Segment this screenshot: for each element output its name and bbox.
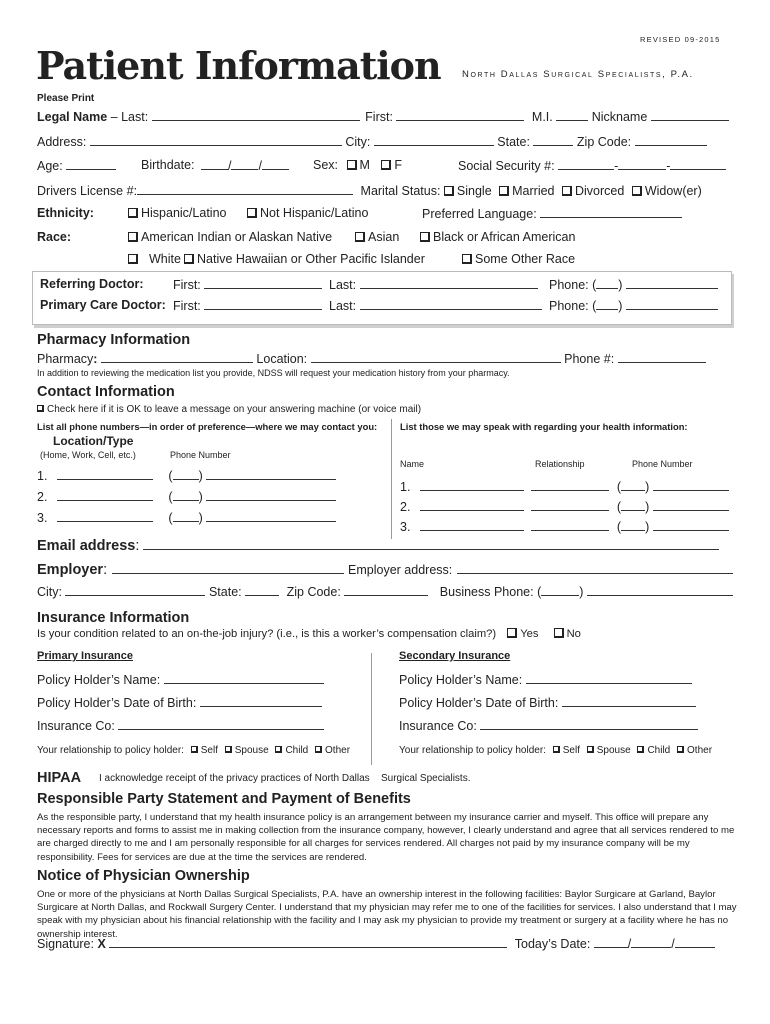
insurance-heading: Insurance Information <box>37 610 190 626</box>
legal-name-label: Legal Name <box>37 110 108 124</box>
phone-3-type-field[interactable] <box>57 510 153 522</box>
last-label: – Last: <box>110 110 149 124</box>
hispanic-label: Hispanic/Latino <box>141 206 227 220</box>
sex-group <box>313 158 402 172</box>
primary-phone-field[interactable]: ( ) <box>592 299 718 313</box>
not-hispanic-checkbox[interactable] <box>247 208 257 218</box>
american-indian-checkbox[interactable] <box>128 232 138 242</box>
person-row-3 <box>400 519 729 534</box>
phone-1-type-field[interactable] <box>57 468 153 480</box>
contact-heading: Contact Information <box>37 384 175 400</box>
primary-insurance-co-field[interactable] <box>118 718 324 730</box>
practice-name: North Dallas Surgical Specialists, P.A. <box>462 69 694 80</box>
phone-number-header: Phone Number <box>170 450 231 460</box>
widow-checkbox[interactable] <box>632 186 642 196</box>
primary-relationship-label: Your relationship to policy holder: <box>37 745 184 756</box>
row-number: 3. <box>37 511 48 525</box>
primary-insurance-header: Primary Insurance <box>37 650 133 662</box>
state-field[interactable] <box>533 134 573 146</box>
ethnicity-row <box>37 206 737 220</box>
employer-city-label: City: <box>37 585 62 599</box>
primary-holder-dob-label: Policy Holder’s Date of Birth: <box>37 696 197 710</box>
phone-row-1 <box>37 468 336 483</box>
race-row-2 <box>128 252 728 266</box>
injury-yes-label: Yes <box>520 628 539 640</box>
secondary-spouse-label: Spouse <box>596 745 631 756</box>
referring-phone-label: Phone: <box>549 278 589 292</box>
race-label: Race: <box>37 230 72 244</box>
row-number: 2. <box>37 490 48 504</box>
please-print: Please Print <box>37 93 95 104</box>
hispanic-checkbox[interactable] <box>128 208 138 218</box>
secondary-insurance-co-row <box>399 718 698 733</box>
todays-date-label: Today’s Date: <box>514 937 591 951</box>
marital-status-label: Marital Status: <box>360 184 441 198</box>
divorced-label: Divorced <box>575 184 625 198</box>
age-label: Age: <box>37 159 63 173</box>
row-number: 1. <box>400 480 411 494</box>
birthdate-field[interactable]: / / <box>201 158 289 173</box>
address-field[interactable] <box>90 134 342 146</box>
page-title: Patient Information <box>36 43 441 88</box>
pharmacy-note: In addition to reviewing the medication list you provide, NDSS will request your medication history from your pharmacy. <box>37 368 510 378</box>
first-label: First: <box>365 110 393 124</box>
divorced-checkbox[interactable] <box>562 186 572 196</box>
referring-doctor-row <box>40 277 730 291</box>
referring-first-field[interactable] <box>204 277 322 289</box>
pharmacy-row: Pharmacy: Location: Phone #: <box>37 351 706 366</box>
referring-phone-field[interactable]: ( ) <box>592 278 718 292</box>
person-1-relationship-field[interactable] <box>531 479 609 491</box>
signature-field[interactable] <box>109 936 507 948</box>
pharmacy-phone-label: Phone #: <box>564 352 615 366</box>
primary-holder-dob-row <box>37 695 322 710</box>
referring-doctor-label: Referring Doctor: <box>40 277 144 291</box>
injury-no-label: No <box>566 628 581 640</box>
primary-phone-label: Phone: <box>549 299 589 313</box>
city-field[interactable] <box>374 134 494 146</box>
name-header: Name <box>400 459 425 469</box>
referring-last-field[interactable] <box>360 277 538 289</box>
american-indian-label: American Indian or Alaskan Native <box>141 230 333 244</box>
primary-spouse-label: Spouse <box>234 745 269 756</box>
preferred-language-label: Preferred Language: <box>422 207 537 221</box>
secondary-relationship-row <box>399 745 712 756</box>
person-row-2 <box>400 499 729 514</box>
other-race-checkbox[interactable] <box>462 254 472 264</box>
todays-date-field[interactable]: / / <box>594 937 715 951</box>
email-field[interactable] <box>143 537 719 550</box>
widow-label: Widow(er) <box>644 184 702 198</box>
primary-holder-name-field[interactable] <box>164 672 324 684</box>
insurance-divider <box>371 653 372 765</box>
legal-name-row <box>37 109 729 124</box>
contact-divider <box>391 419 392 539</box>
row-number: 2. <box>400 500 411 514</box>
zip-field[interactable] <box>635 134 707 146</box>
employer-state-field[interactable] <box>245 584 279 596</box>
ownership-heading: Notice of Physician Ownership <box>37 868 250 884</box>
secondary-holder-name-field[interactable] <box>526 672 692 684</box>
pharmacy-field[interactable] <box>101 351 253 363</box>
black-label: Black or African American <box>433 230 576 244</box>
pharmacy-phone-field[interactable] <box>618 351 706 363</box>
message-ok-label: Check here if it is OK to leave a message on your answering machine (or voice mail) <box>47 404 422 415</box>
phone-2-number-field[interactable]: ( ) <box>168 490 336 504</box>
phone-1-number-field[interactable]: ( ) <box>168 469 336 483</box>
secondary-relationship-label: Your relationship to policy holder: <box>399 745 546 756</box>
primary-holder-name-label: Policy Holder’s Name: <box>37 673 161 687</box>
responsible-heading: Responsible Party Statement and Payment of Benefits <box>37 791 411 807</box>
injury-question: Is your condition related to an on-the-job injury? (i.e., is this a worker’s compensation claim?) <box>37 628 497 640</box>
ssn-label: Social Security #: <box>458 159 555 173</box>
license-row <box>37 183 702 198</box>
hipaa-row <box>37 769 737 787</box>
married-label: Married <box>512 184 555 198</box>
email-row: Email address: <box>37 537 719 554</box>
drivers-license-field[interactable] <box>137 183 353 195</box>
primary-self-checkbox[interactable] <box>191 746 198 753</box>
person-2-relationship-field[interactable] <box>531 499 609 511</box>
hipaa-text-1: I acknowledge receipt of the privacy practices of North Dallas <box>99 773 370 784</box>
row-number: 1. <box>37 469 48 483</box>
primary-self-label: Self <box>200 745 218 756</box>
secondary-insurance-co-field[interactable] <box>480 718 698 730</box>
white-checkbox[interactable] <box>128 254 138 264</box>
secondary-self-label: Self <box>562 745 580 756</box>
asian-label: Asian <box>368 230 400 244</box>
secondary-child-label: Child <box>647 745 671 756</box>
employer-city-row <box>37 584 733 599</box>
preferred-language-field[interactable] <box>540 206 682 218</box>
signature-row <box>37 936 715 951</box>
pharmacy-heading: Pharmacy Information <box>37 332 191 348</box>
employer-city-field[interactable] <box>65 584 205 596</box>
address-label: Address: <box>37 135 87 149</box>
ownership-text: One or more of the physicians at North Dallas Surgical Specialists, P.A. have an ownership interest in the following facilities: Baylor Surgicare at Garland, Baylor Surgicare at North Dallas, and Rockwall Surgery Center. I understand that my physician may refer me to one of the facilities for services. I also understand that I may speak with my physician about his financial relationship with the facility and I may ask my physician to provide my treatment or surgery at a facility where he has no ownership interest. <box>37 889 737 940</box>
sex-m-label: M <box>359 158 370 172</box>
employer-label: Employer <box>37 562 104 578</box>
contact-phone-header: Phone Number <box>632 459 693 469</box>
injury-no-checkbox[interactable] <box>554 628 564 638</box>
primary-holder-name-row <box>37 672 324 687</box>
list-people-label: List those we may speak with regarding your health information: <box>400 421 688 432</box>
injury-question-row <box>37 628 581 640</box>
primary-first-label: First: <box>173 299 201 313</box>
primary-holder-dob-field[interactable] <box>200 695 322 707</box>
revised-date: REVISED 09-2015 <box>640 35 721 44</box>
secondary-spouse-checkbox[interactable] <box>587 746 594 753</box>
sex-m-checkbox[interactable] <box>347 160 357 170</box>
city-label: City: <box>345 135 371 149</box>
hipaa-label: HIPAA <box>37 770 82 786</box>
secondary-other-label: Other <box>687 745 713 756</box>
employer-zip-field[interactable] <box>344 584 428 596</box>
injury-yes-checkbox[interactable] <box>507 628 517 638</box>
secondary-other-checkbox[interactable] <box>677 746 684 753</box>
secondary-self-checkbox[interactable] <box>553 746 560 753</box>
secondary-holder-dob-field[interactable] <box>562 695 696 707</box>
phone-3-number-field[interactable]: ( ) <box>168 511 336 525</box>
primary-child-label: Child <box>285 745 309 756</box>
business-phone-label: Business Phone: <box>439 585 534 599</box>
person-3-relationship-field[interactable] <box>531 519 609 531</box>
mi-label: M.I. <box>531 110 553 124</box>
sex-f-label: F <box>394 158 403 172</box>
secondary-holder-name-label: Policy Holder’s Name: <box>399 673 523 687</box>
employer-field[interactable] <box>112 562 344 574</box>
employer-row: Employer: Employer address: <box>37 561 733 579</box>
secondary-insurance-header: Secondary Insurance <box>399 650 511 662</box>
age-field[interactable] <box>66 158 116 170</box>
row-number: 3. <box>400 520 411 534</box>
pacific-label: Native Hawaiian or Other Pacific Islander <box>197 252 425 266</box>
phone-row-2 <box>37 489 336 504</box>
hipaa-text-2: Surgical Specialists. <box>381 773 471 784</box>
secondary-holder-dob-row <box>399 695 696 710</box>
birthdate-label: Birthdate: <box>141 158 195 172</box>
first-name-field[interactable] <box>396 109 524 121</box>
referring-first-label: First: <box>173 278 201 292</box>
employer-state-label: State: <box>208 585 242 599</box>
responsible-text: As the responsible party, I understand that my health insurance policy is an arrangement between my insurance carrier and myself. This office will prepare any necessary reports and forms to assist me in making collection from the insurance company, however, I clearly understand and agree that all services rendered to me are charged directly to me and I am personally responsible for all charges for services rendered. All charges not paid by my insurance company will be my responsibility. Fees for services are due at the time the services are rendered. <box>37 812 735 863</box>
primary-insurance-co-label: Insurance Co: <box>37 719 115 733</box>
signature-x: X <box>97 937 106 951</box>
list-phones-label: List all phone numbers—in order of preference—where we may contact you: <box>37 421 378 432</box>
secondary-insurance-co-label: Insurance Co: <box>399 719 477 733</box>
primary-doctor-row <box>40 298 730 312</box>
sex-f-checkbox[interactable] <box>381 160 391 170</box>
location-type-header: Location/Type <box>53 434 134 448</box>
phone-2-type-field[interactable] <box>57 489 153 501</box>
pharmacy-location-field[interactable] <box>311 351 561 363</box>
nickname-label: Nickname <box>591 110 648 124</box>
person-1-name-field[interactable] <box>420 479 524 491</box>
nickname-field[interactable] <box>651 109 729 121</box>
single-label: Single <box>456 184 492 198</box>
person-row-1 <box>400 479 729 494</box>
message-ok-row <box>37 404 421 415</box>
message-ok-checkbox[interactable] <box>37 405 44 412</box>
primary-child-checkbox[interactable] <box>275 746 282 753</box>
pacific-checkbox[interactable] <box>184 254 194 264</box>
secondary-child-checkbox[interactable] <box>637 746 644 753</box>
employer-address-field[interactable] <box>457 562 733 574</box>
referring-last-label: Last: <box>329 278 357 292</box>
single-checkbox[interactable] <box>444 186 454 196</box>
primary-relationship-row <box>37 745 350 756</box>
location-examples: (Home, Work, Cell, etc.) <box>40 450 136 460</box>
ssn-field[interactable]: - - <box>558 159 726 173</box>
person-2-phone-field[interactable]: ( ) <box>617 500 729 514</box>
person-2-name-field[interactable] <box>420 499 524 511</box>
ethnicity-label: Ethnicity: <box>37 206 94 220</box>
married-checkbox[interactable] <box>499 186 509 196</box>
last-name-field[interactable] <box>152 109 360 121</box>
person-3-phone-field[interactable]: ( ) <box>617 520 729 534</box>
employer-address-label: Employer address: <box>348 563 453 577</box>
person-3-name-field[interactable] <box>420 519 524 531</box>
secondary-holder-name-row <box>399 672 692 687</box>
zip-label: Zip Code: <box>576 135 632 149</box>
person-1-phone-field[interactable]: ( ) <box>617 480 729 494</box>
primary-last-field[interactable] <box>360 298 542 310</box>
primary-doctor-label: Primary Care Doctor: <box>40 298 166 312</box>
black-checkbox[interactable] <box>420 232 430 242</box>
secondary-holder-dob-label: Policy Holder’s Date of Birth: <box>399 696 559 710</box>
primary-insurance-co-row <box>37 718 324 733</box>
relationship-header: Relationship <box>535 459 585 469</box>
other-race-label: Some Other Race <box>475 252 576 266</box>
pharmacy-label: Pharmacy <box>37 352 94 366</box>
state-label: State: <box>497 135 530 149</box>
mi-field[interactable] <box>556 109 588 121</box>
primary-last-label: Last: <box>329 299 357 313</box>
not-hispanic-label: Not Hispanic/Latino <box>260 206 369 220</box>
primary-other-checkbox[interactable] <box>315 746 322 753</box>
drivers-license-label: Drivers License #: <box>37 184 138 198</box>
ssn-group <box>458 158 726 173</box>
phone-row-3 <box>37 510 336 525</box>
asian-checkbox[interactable] <box>355 232 365 242</box>
age-row <box>37 158 737 173</box>
white-label: White <box>149 252 181 266</box>
pharmacy-location-label: Location: <box>256 352 308 366</box>
business-phone-field[interactable]: ( ) <box>537 585 733 599</box>
primary-spouse-checkbox[interactable] <box>225 746 232 753</box>
employer-zip-label: Zip Code: <box>286 585 341 599</box>
address-row <box>37 134 707 149</box>
primary-first-field[interactable] <box>204 298 322 310</box>
race-row-1 <box>37 230 737 244</box>
email-label: Email address <box>37 538 136 554</box>
sex-label: Sex: <box>313 158 339 172</box>
primary-other-label: Other <box>325 745 351 756</box>
signature-label: Signature: <box>37 937 94 951</box>
